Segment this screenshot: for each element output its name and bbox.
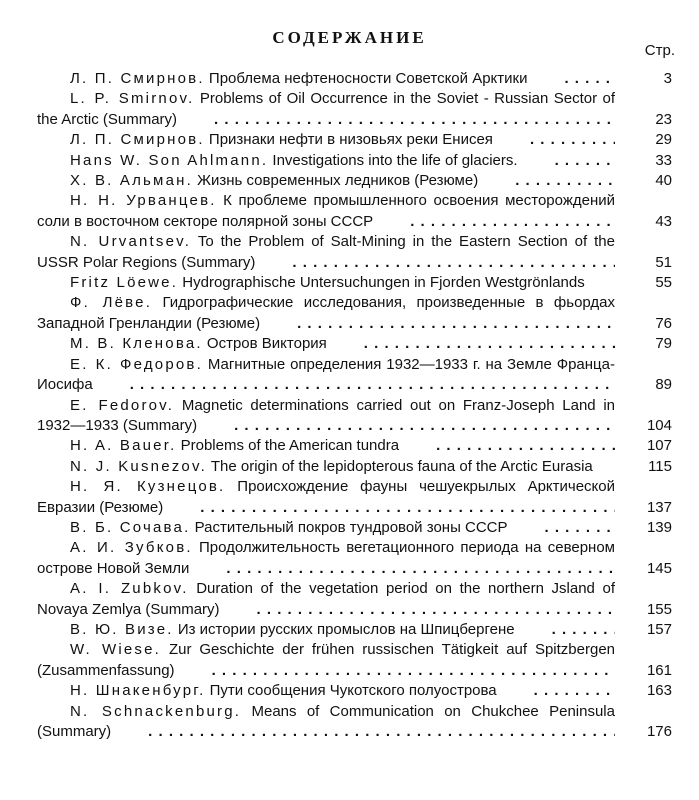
entry-author: Н. Я. Кузнецов. (70, 478, 226, 496)
entry-page-number: 163 (646, 682, 672, 700)
toc-entry (37, 640, 672, 681)
entry-author: N. J. Kusnezov. (70, 457, 207, 475)
toc-entry (37, 89, 672, 130)
entry-page-number: 33 (655, 151, 672, 169)
toc-entry (37, 702, 672, 743)
entry-title: Растительный покров тундровой зоны СССР . . . (195, 519, 508, 536)
entry-text (37, 151, 615, 171)
entry-text (37, 477, 615, 518)
entry-text (37, 232, 615, 273)
entry-author: А. И. Зубков. (70, 539, 193, 557)
entry-title: Из истории русских промыслов на Шпицбергене . . . (178, 621, 515, 638)
entry-title: Гидрографические исследования, произведенные в фьордах Западной Гренландии (Резюме) . . . (37, 294, 615, 331)
toc-entry (37, 69, 672, 89)
toc-entry (37, 355, 672, 396)
entry-author: Hans W. Son Ahlmann. (70, 151, 269, 169)
toc-entry (37, 436, 672, 456)
entry-author: E. Fedorov. (70, 396, 175, 414)
toc-entry (37, 293, 672, 334)
entry-text (37, 89, 615, 130)
entry-author: Н. Шнакенбург. (70, 682, 206, 700)
entry-author: Н. Н. Урванцев. (70, 192, 217, 210)
entry-title: К проблеме промышленного освоения месторождений соли в восточном секторе полярной зоны СССР . . . (37, 192, 615, 229)
entry-title: The origin of the lepidopterous fauna of the Arctic Eurasia . . . (211, 458, 593, 475)
entry-author: L. P. Smirnov. (70, 90, 195, 108)
entry-text (37, 130, 615, 150)
toc-entry (37, 130, 672, 150)
entry-title: Признаки нефти в низовьях реки Енисея . . . (209, 131, 493, 148)
page-column-label: Стр. (644, 42, 675, 59)
entry-author: Ф. Лёве. (70, 294, 153, 312)
toc-entry (37, 151, 672, 171)
entry-page-number: 51 (655, 253, 672, 271)
entry-author: Е. К. Федоров. (70, 355, 203, 373)
toc-entry (37, 681, 672, 701)
entry-text (37, 436, 615, 456)
entry-text (37, 702, 615, 743)
entry-text (37, 355, 615, 396)
entry-author: N. Schnackenburg. (70, 702, 242, 720)
entry-title: Продолжительность вегетационного периода на северном острове Новой Земли . . . (37, 539, 615, 576)
toc-entry (37, 477, 672, 518)
toc-entry (37, 171, 672, 191)
entry-title: Жизнь современных ледников (Резюме) . . . (197, 172, 478, 189)
entry-title: Магнитные определения 1932—1933 г. на Земле Франца-Иосифа . . . (37, 356, 615, 393)
entry-page-number: 43 (655, 212, 672, 230)
entry-text (37, 518, 615, 538)
entry-text (37, 171, 615, 191)
entry-text (37, 579, 615, 620)
entry-page-number: 29 (655, 131, 672, 149)
toc-entry (37, 396, 672, 437)
entry-author: H. A. Bauer. (70, 437, 177, 455)
entry-page-number: 23 (655, 110, 672, 128)
entry-page-number: 139 (646, 518, 672, 536)
toc-entry (37, 457, 672, 477)
entry-title: To the Problem of Salt-Mining in the Eastern Section of the USSR Polar Regions (Summary) . . . (37, 233, 615, 270)
entry-page-number: 76 (655, 314, 672, 332)
entry-page-number: 107 (646, 437, 672, 455)
entry-text (37, 640, 615, 681)
entry-author: В. Ю. Визе. (70, 620, 174, 638)
entry-title: Duration of the vegetation period on the northern Jsland of Novaya Zemlya (Summary) . . . (37, 580, 615, 617)
entry-title: Проблема нефтеносности Советской Арктики . . . (209, 70, 528, 87)
toc-entry (37, 579, 672, 620)
entry-title: Пути сообщения Чукотского полуострова . . . (210, 682, 497, 699)
entry-author: Fritz Löewe. (70, 274, 179, 292)
entry-page-number: 176 (646, 723, 672, 740)
entry-text (37, 69, 615, 89)
entry-author: В. Б. Сочава. (70, 518, 191, 536)
entry-text (37, 538, 615, 579)
toc-entry (37, 191, 672, 232)
page-title: СОДЕРЖАНИЕ (272, 28, 427, 47)
entry-text (37, 457, 615, 477)
toc-entry (37, 620, 672, 640)
entry-author: Х. В. Альман. (70, 172, 193, 190)
entry-text (37, 273, 615, 293)
entry-author: N. Urvantsev. (70, 233, 192, 251)
toc-entry (37, 232, 672, 273)
entry-text (37, 334, 615, 354)
entry-title: Происхождение фауны чешуекрылых Арктической Евразии (Резюме) . . . (37, 478, 615, 515)
entry-title: Means of Communication on Chukchee Peninsula (Summary) . . . (37, 703, 615, 740)
entry-page-number: 40 (655, 172, 672, 190)
entry-text (37, 396, 615, 437)
toc-entry (37, 273, 672, 293)
toc-entry (37, 518, 672, 538)
entry-page-number: 157 (646, 620, 672, 638)
entry-title: Остров Виктория . . . (207, 335, 327, 352)
entry-page-number: 155 (646, 600, 672, 618)
table-of-contents (37, 69, 672, 742)
entry-page-number: 115 (648, 457, 672, 475)
entry-author: М. В. Кленова. (70, 335, 203, 353)
entry-page-number: 145 (646, 559, 672, 577)
entry-title: Problems of the American tundra . . . (181, 437, 399, 454)
entry-text (37, 191, 615, 232)
entry-title: Hydrographische Untersuchungen in Fjorden Westgrönlands . . . (182, 274, 584, 291)
entry-author: Л. П. Смирнов. (70, 70, 205, 87)
entry-page-number: 79 (655, 335, 672, 353)
toc-entry (37, 538, 672, 579)
entry-text (37, 681, 615, 701)
entry-page-number: 3 (663, 70, 672, 87)
entry-page-number: 104 (646, 416, 672, 434)
entry-title: Problems of Oil Occurrence in the Soviet - Russian Sector of the Arctic (Summary) . . . (37, 90, 615, 127)
entry-page-number: 137 (646, 498, 672, 516)
entry-title: Investigations into the life of glaciers. . . . (272, 152, 517, 169)
entry-author: Л. П. Смирнов. (70, 131, 205, 149)
entry-page-number: 89 (655, 376, 672, 394)
entry-text (37, 620, 615, 640)
entry-text (37, 293, 615, 334)
entry-title: Zur Geschichte der frühen russischen Tätigkeit auf Spitzbergen (Zusammenfassung) . . . (37, 641, 615, 678)
entry-author: W. Wiese. (70, 641, 162, 659)
entry-page-number: 161 (646, 661, 672, 679)
entry-page-number: 55 (655, 274, 672, 292)
entry-author: A. I. Zubkov. (70, 580, 189, 598)
toc-entry (37, 334, 672, 354)
entry-title: Magnetic determinations carried out on Franz-Joseph Land in 1932—1933 (Summary) . . . (37, 397, 615, 434)
